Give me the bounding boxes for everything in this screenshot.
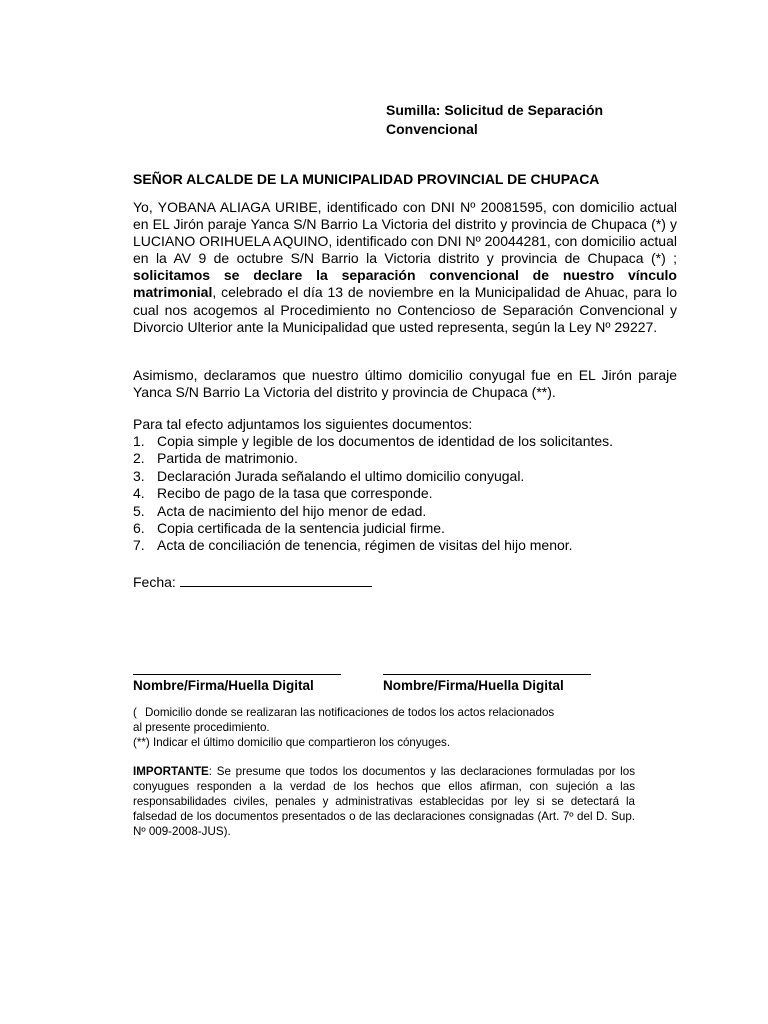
signature-label-1: Nombre/Firma/Huella Digital — [133, 678, 314, 693]
list-item — [133, 537, 693, 554]
list-item-text: Partida de matrimonio. — [157, 450, 298, 467]
footnote-1-text: Domicilio donde se realizaran las notificaciones de todos los actos relacionados — [145, 706, 555, 719]
list-item-text: Copia certificada de la sentencia judicial firme. — [157, 520, 445, 537]
important-notice — [133, 764, 635, 839]
sumilla — [386, 101, 686, 139]
list-item — [133, 485, 693, 502]
request-paragraph — [133, 199, 677, 336]
list-item — [133, 450, 693, 467]
addressee-heading: SEÑOR ALCALDE DE LA MUNICIPALIDAD PROVINCIAL DE CHUPACA — [133, 171, 600, 187]
request-bold-statement: solicitamos se declare la separación convencional de nuestro vínculo matrimonial — [133, 267, 677, 301]
date-blank-line[interactable] — [180, 572, 372, 587]
signature-line-2[interactable] — [383, 674, 591, 675]
important-label: IMPORTANTE — [133, 765, 209, 778]
sumilla-line-2: Convencional — [386, 121, 478, 137]
footnote-1-line-1 — [133, 705, 633, 720]
footnote-1-line-2: al presente procedimiento. — [133, 721, 270, 735]
footnote-1-marker: ( — [133, 706, 137, 719]
important-text: : Se presume que todos los documentos y las declaraciones formuladas por los conyugues responden a la verdad de los hechos que ellos afirman, con sujeción a las responsabilidades civiles, penales y administrativas establecidas por ley si se detectará la falsedad de los documentos presentados o de las declaraciones consignadas (Art. 7º del D. Sup. Nº 009-2008-JUS). — [133, 765, 635, 839]
list-item-number: 4. — [133, 485, 145, 502]
request-intro: Yo, YOBANA ALIAGA URIBE, identificado con DNI Nº 20081595, con domicilio actual en EL Jirón paraje Yanca S/N Barrio La Victoria del distrito y provincia de Chupaca (*) y LUCIANO ORIHUELA AQUINO, identificado con DNI Nº 20044281, con domicilio actual en la AV 9 de octubre S/N Barrio la Victoria distrito y provincia de Chupaca (*) ; — [133, 199, 677, 267]
footnotes — [133, 705, 633, 751]
footnote-2: (**) Indicar el último domicilio que compartieron los cónyuges. — [133, 736, 451, 750]
list-item-text: Copia simple y legible de los documentos de identidad de los solicitantes. — [157, 433, 614, 449]
list-item-number: 7. — [133, 537, 145, 554]
domicile-paragraph: Asimismo, declaramos que nuestro último domicilio conyugal fue en EL Jirón paraje Yanca S/N Barrio La Victoria del distrito y provincia de Chupaca (**). — [133, 367, 677, 401]
list-item — [133, 503, 693, 520]
list-item-number: 6. — [133, 520, 145, 537]
signature-label-2: Nombre/Firma/Huella Digital — [383, 678, 564, 693]
sumilla-line-1: Sumilla: Solicitud de Separación — [386, 102, 604, 118]
documents-list — [133, 433, 693, 555]
request-rest: , celebrado el día 13 de noviembre en la Municipalidad de Ahuac, para lo cual nos acogemos al Procedimiento no Contencioso de Separación Convencional y Divorcio Ulterior ante la Municipalidad que usted representa, según la Ley Nº 29227. — [133, 284, 677, 335]
list-item-number: 1. — [133, 433, 145, 449]
list-item-text: Acta de conciliación de tenencia, régimen de visitas del hijo menor. — [157, 537, 573, 554]
signature-line-1[interactable] — [133, 674, 341, 675]
list-item-text: Declaración Jurada señalando el ultimo domicilio conyugal. — [157, 467, 525, 484]
documents-intro: Para tal efecto adjuntamos los siguientes documentos: — [133, 416, 473, 432]
list-item — [133, 520, 693, 537]
date-field — [133, 572, 372, 591]
list-item-number: 2. — [133, 450, 145, 467]
list-item-text: Recibo de pago de la tasa que corresponde. — [157, 485, 433, 502]
list-item — [133, 468, 693, 485]
list-item-number: 5. — [133, 502, 145, 519]
list-item-text: Acta de nacimiento del hijo menor de edad. — [157, 502, 427, 519]
list-item-number: 3. — [133, 467, 145, 484]
list-item — [133, 433, 693, 450]
date-label: Fecha: — [133, 574, 176, 590]
